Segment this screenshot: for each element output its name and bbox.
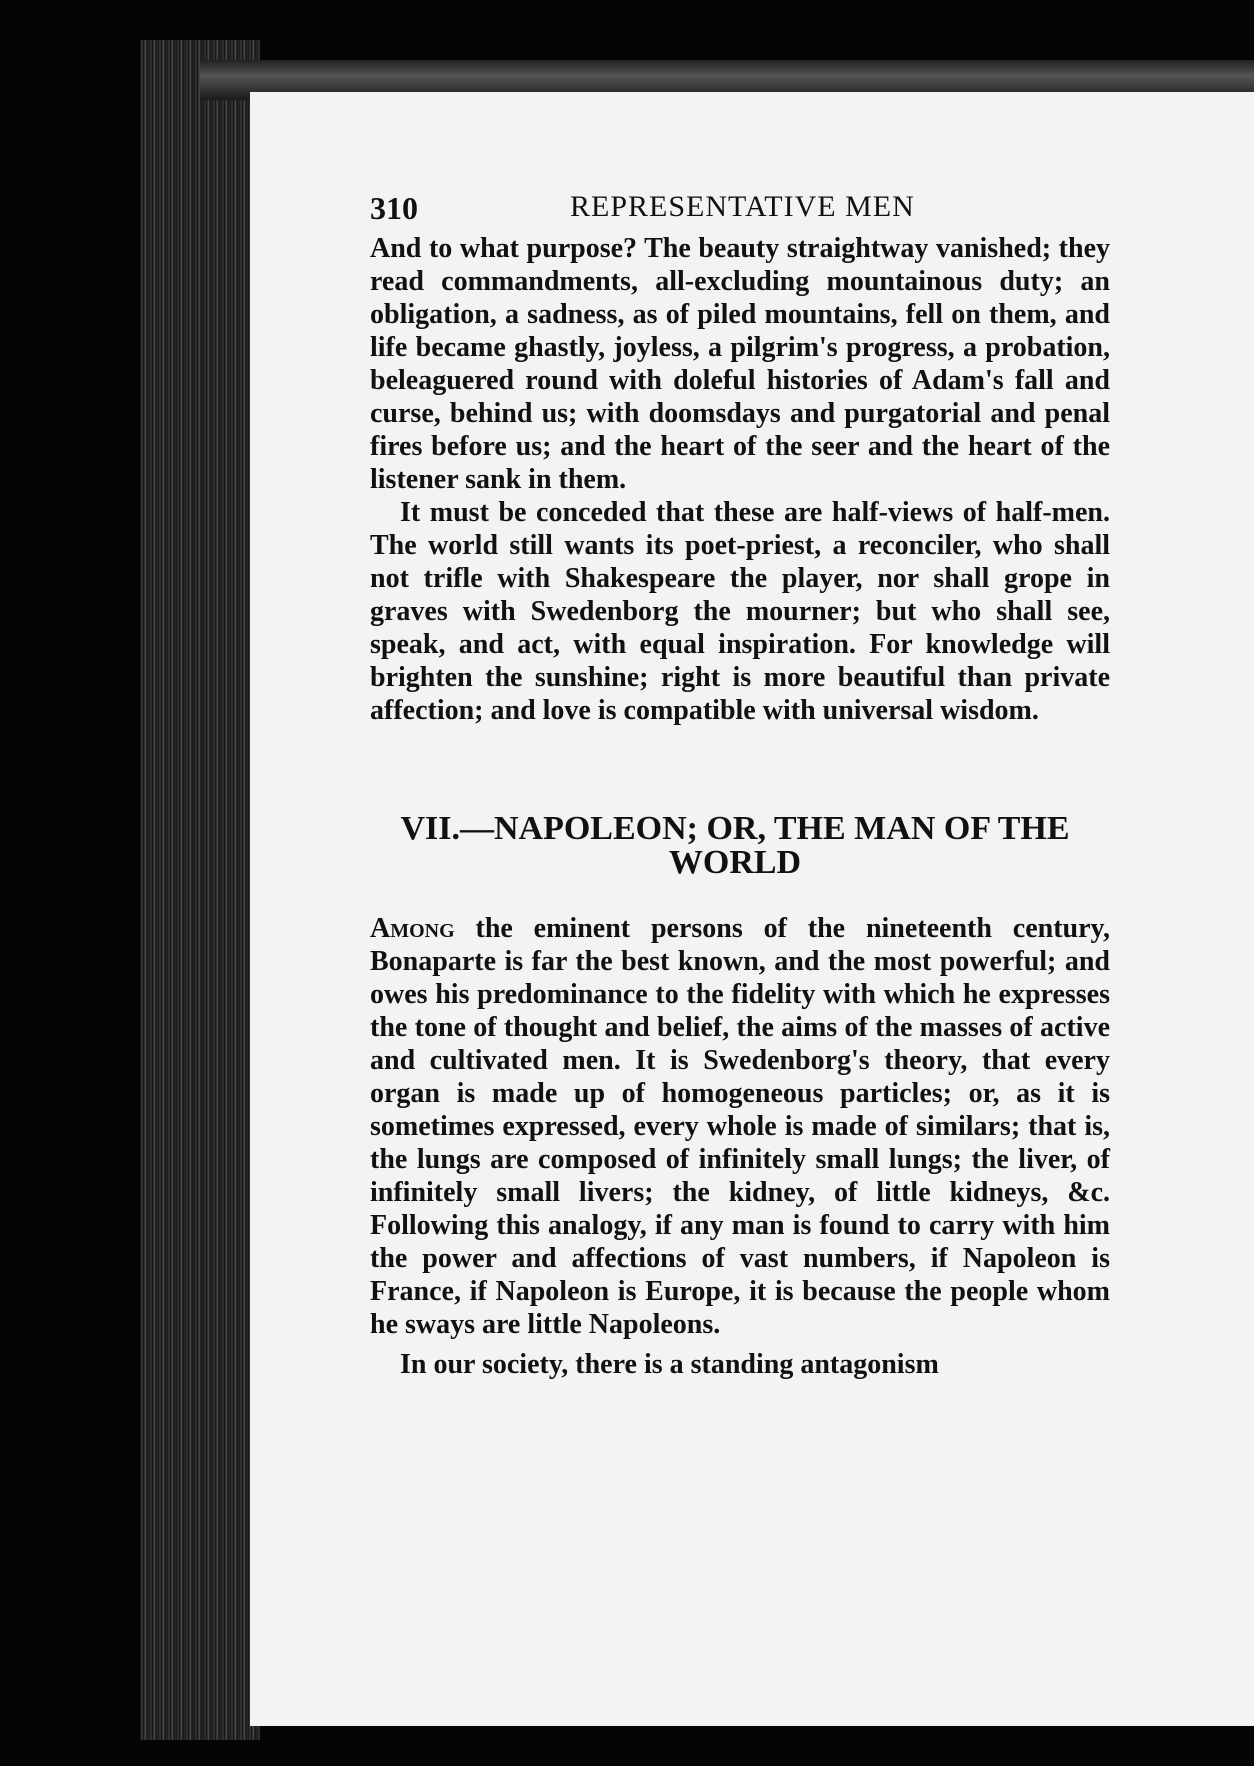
paragraph: In our society, there is a standing antagonism (400, 1349, 939, 1380)
running-title: REPRESENTATIVE MEN (570, 190, 915, 223)
paragraph (370, 912, 1110, 1341)
paragraph: It must be conceded that these are half-views of half-men. The world still wants its poet-priest, a reconciler, who shall not trifle with Shakespeare the player, nor shall grope in graves with Swedenborg the mourner; but who shall see, speak, and act, with equal inspiration. For knowledge will brighten the sunshine; right is more beautiful than private affection; and love is compatible with universal wisdom. (370, 497, 1110, 726)
chapter-heading: VII.—NAPOLEON; OR, THE MAN OF THE WORLD (400, 810, 1070, 881)
running-head (250, 190, 1254, 230)
page-number: 310 (370, 190, 418, 226)
paragraph-text: the eminent persons of the nineteenth century, Bonaparte is far the best known, and the most powerful; and owes his predominance to the fidelity with which he expresses the tone of thought and belief, the aims of the masses of active and cultivated men. It is Swedenborg's theory, that every organ is made up of homogeneous particles; or, as it is sometimes expressed, every whole is made of similars; that is, the lungs are composed of infinitely small lungs; the liver, of infinitely small livers; the kidney, of little kidneys, &c. Following this analogy, if any man is found to carry with him the power and affections of vast numbers, if Napoleon is France, if Napoleon is Europe, it is because the people whom he sways are little Napoleons. (370, 913, 1110, 1340)
book-page (250, 92, 1254, 1726)
paragraph: And to what purpose? The beauty straightway vanished; they read commandments, all-excluding mountainous duty; an obligation, a sadness, as of piled mountains, fell on them, and life became ghastly, joyless, a pilgrim's progress, a probation, beleaguered round with doleful histories of Adam's fall and curse, behind us; with doomsdays and purgatorial and penal fires before us; and the heart of the seer and the heart of the listener sank in them. (370, 233, 1110, 495)
text-before-chapter (370, 232, 1110, 727)
chapter-body (370, 912, 1110, 1341)
chapter-body-continued (370, 1348, 1110, 1381)
opening-word: Among (370, 913, 455, 944)
book-page-edges (140, 40, 260, 1740)
